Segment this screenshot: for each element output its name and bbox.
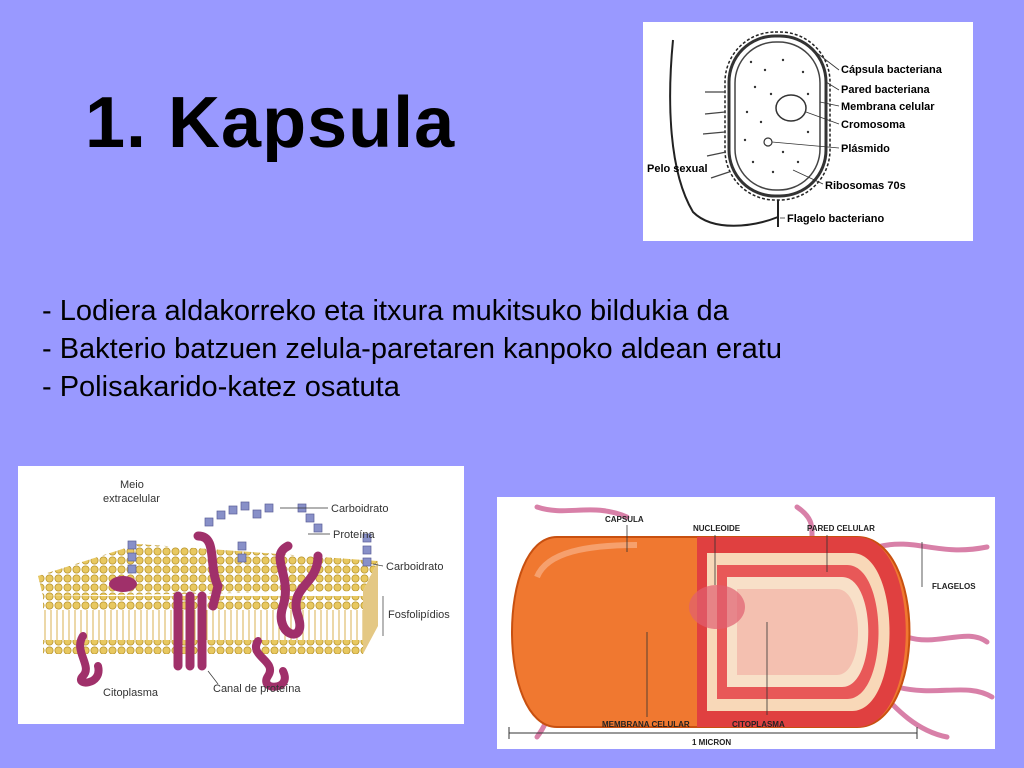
bacterium-illustration	[497, 497, 995, 749]
label-pelo-sexual: Pelo sexual	[647, 163, 708, 175]
bacterial-cell-diagram	[643, 22, 973, 241]
label-pared-bacteriana: Pared bacteriana	[841, 84, 930, 96]
label-1-micron: 1 MICRON	[692, 738, 732, 747]
label-proteina: Proteína	[333, 529, 375, 541]
label-citoplasma: Citoplasma	[103, 687, 159, 699]
label-ribosomas: Ribosomas 70s	[825, 180, 906, 192]
membrane-illustration	[18, 466, 464, 724]
label-capsula-bacteriana: Cápsula bacteriana	[841, 64, 942, 76]
label-nucleoide: NUCLEOIDE	[693, 524, 741, 533]
label-fosfolipidios: Fosfolipídios	[388, 609, 450, 621]
label-plasmido: Plásmido	[841, 143, 890, 155]
bullet-item: - Polisakarido-katez osatuta	[42, 371, 400, 403]
bullet-item: - Lodiera aldakorreko eta itxura mukitsuko bildukia da	[42, 295, 729, 327]
label-flagelos: FLAGELOS	[932, 582, 976, 591]
bacterium-cross-section-diagram	[497, 497, 995, 749]
bullet-item: - Bakterio batzuen zelula-paretaren kanpoko aldean eratu	[42, 333, 782, 365]
label-membrana-celular: Membrana celular	[841, 101, 935, 113]
bullet-list	[42, 292, 782, 406]
label-extracelular: extracelular	[103, 493, 160, 505]
label-carboidrato-top: Carboidrato	[331, 503, 389, 515]
label-cromosoma: Cromosoma	[841, 119, 906, 131]
label-flagelo-bacteriano: Flagelo bacteriano	[787, 213, 885, 225]
label-membrana-celular: MEMBRANA CELULAR	[602, 720, 690, 729]
label-canal-de-proteina: Canal de proteína	[213, 683, 301, 695]
label-capsula: CAPSULA	[605, 515, 644, 524]
slide-title: 1. Kapsula	[85, 83, 456, 163]
bacterial-cell-illustration	[643, 22, 973, 241]
label-pared-celular: PARED CELULAR	[807, 524, 875, 533]
label-meio: Meio	[120, 479, 144, 491]
cell-membrane-diagram	[18, 466, 464, 724]
label-carboidrato-right: Carboidrato	[386, 561, 444, 573]
label-citoplasma: CITOPLASMA	[732, 720, 785, 729]
